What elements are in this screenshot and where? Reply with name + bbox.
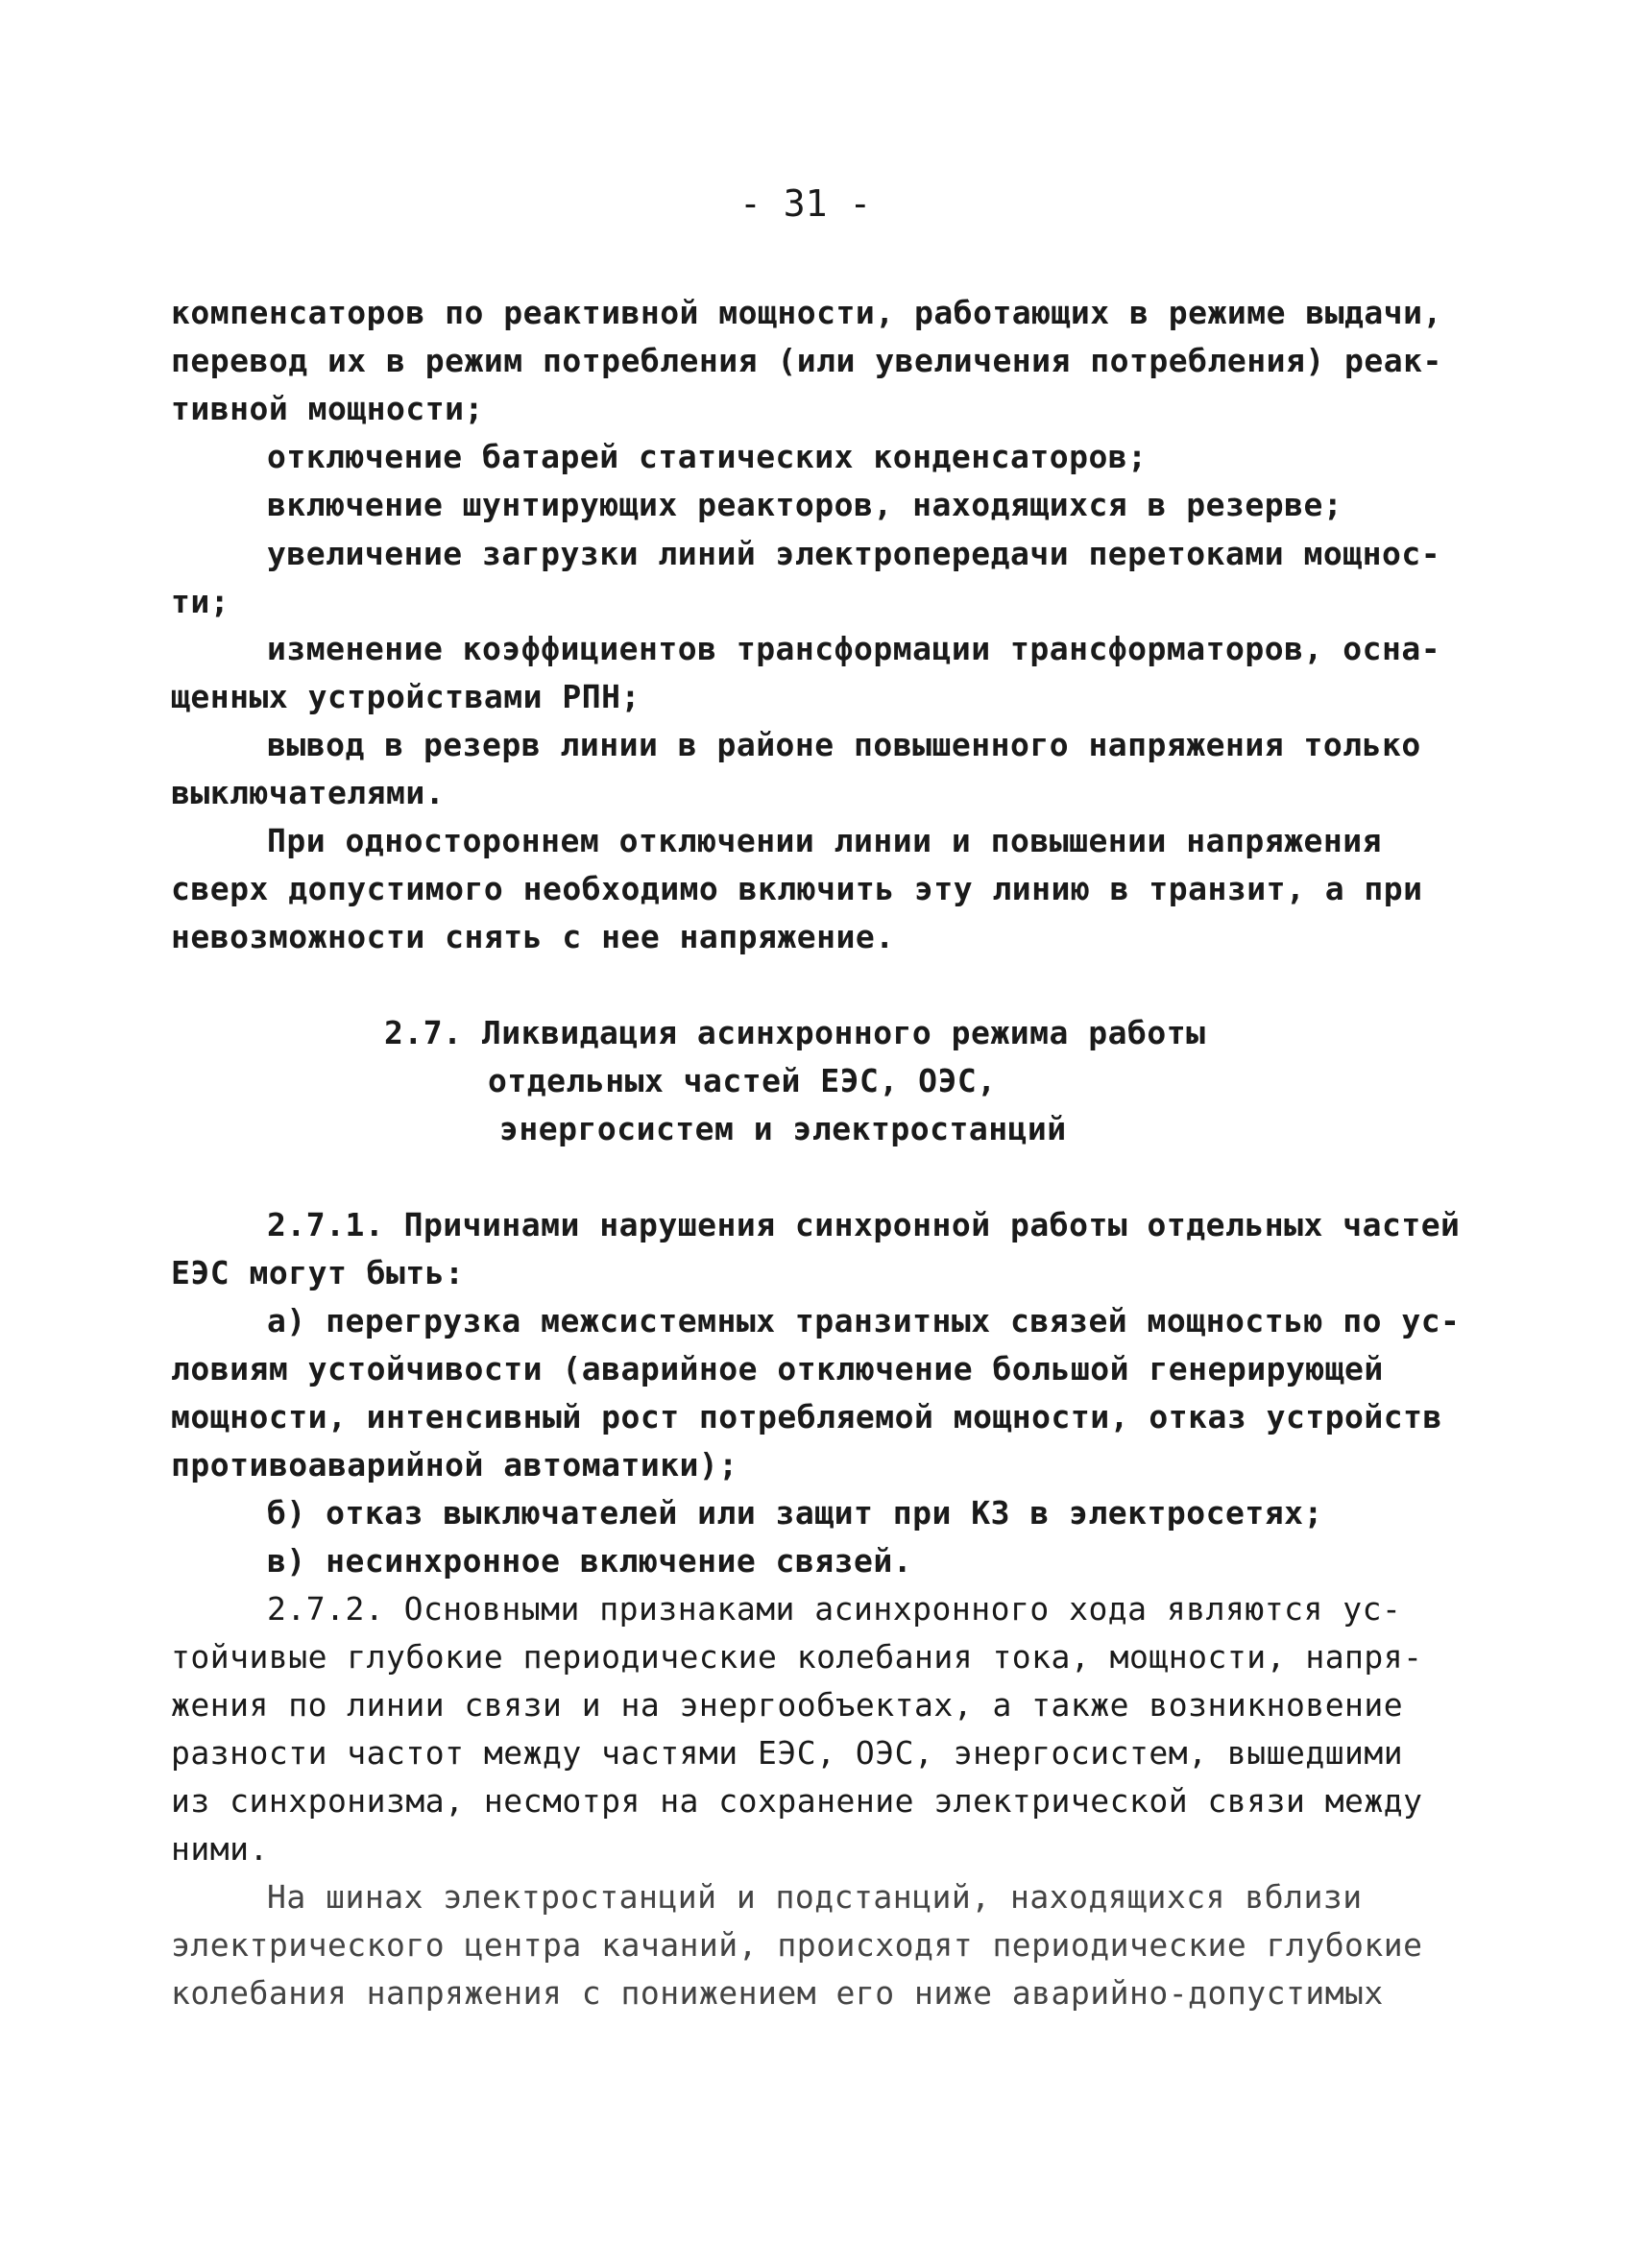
- text-line: изменение коэффициентов трансформации трансформаторов, осна-: [267, 630, 1441, 667]
- text-line: а) перегрузка межсистемных транзитных связей мощностью по ус-: [267, 1302, 1461, 1339]
- text-line: невозможности снять с нее напряжение.: [171, 918, 895, 955]
- text-line: жения по линии связи и на энергообъектах, а также возникновение: [171, 1686, 1404, 1724]
- text-line: разности частот между частями ЕЭС, ОЭС, энергосистем, вышедшими: [171, 1734, 1404, 1772]
- text-line: колебания напряжения с понижением его ниже аварийно-допустимых: [171, 1974, 1384, 2012]
- text-line: выключателями.: [171, 774, 446, 811]
- text-line: На шинах электростанций и подстанций, находящихся вблизи: [267, 1878, 1363, 1916]
- text-line: в) несинхронное включение связей.: [267, 1542, 913, 1580]
- text-line: отключение батарей статических конденсаторов;: [267, 438, 1148, 475]
- text-line: перевод их в режим потребления (или увеличения потребления) реак-: [171, 342, 1442, 379]
- text-line: щенных устройствами РПН;: [171, 678, 641, 715]
- text-line: ти;: [171, 583, 230, 620]
- text-line: включение шунтирующих реакторов, находящихся в резерве;: [267, 486, 1343, 523]
- text-line: 2.7.1. Причинами нарушения синхронной работы отдельных частей: [267, 1206, 1461, 1243]
- section-heading-line: энергосистем и электростанций: [499, 1110, 1067, 1147]
- text-line: сверх допустимого необходимо включить эту линию в транзит, а при: [171, 870, 1423, 907]
- text-line: 2.7.2. Основными признаками асинхронного хода являются ус-: [267, 1590, 1402, 1628]
- section-heading-line: 2.7. Ликвидация асинхронного режима работы: [384, 1014, 1206, 1051]
- text-line: противоаварийной автоматики);: [171, 1446, 738, 1484]
- text-line: ловиям устойчивости (аварийное отключение большой генерирующей: [171, 1350, 1384, 1387]
- text-line: ними.: [171, 1830, 269, 1868]
- text-line: ЕЭС могут быть:: [171, 1254, 465, 1291]
- page-number: - 31 -: [739, 182, 872, 225]
- text-line: увеличение загрузки линий электропередачи перетоками мощнос-: [267, 535, 1441, 572]
- text-line: компенсаторов по реактивной мощности, работающих в режиме выдачи,: [171, 294, 1442, 331]
- text-line: При одностороннем отключении линии и повышении напряжения: [267, 822, 1382, 859]
- text-line: мощности, интенсивный рост потребляемой мощности, отказ устройств: [171, 1398, 1442, 1436]
- text-line: б) отказ выключателей или защит при КЗ в электросетях;: [267, 1494, 1323, 1532]
- text-line: тивной мощности;: [171, 390, 484, 427]
- section-heading-line: отдельных частей ЕЭС, ОЭС,: [488, 1062, 997, 1099]
- text-line: вывод в резерв линии в районе повышенного напряжения только: [267, 726, 1421, 763]
- text-line: из синхронизма, несмотря на сохранение электрической связи между: [171, 1782, 1423, 1820]
- text-line: тойчивые глубокие периодические колебания тока, мощности, напря-: [171, 1638, 1423, 1676]
- text-line: электрического центра качаний, происходят периодические глубокие: [171, 1926, 1423, 1964]
